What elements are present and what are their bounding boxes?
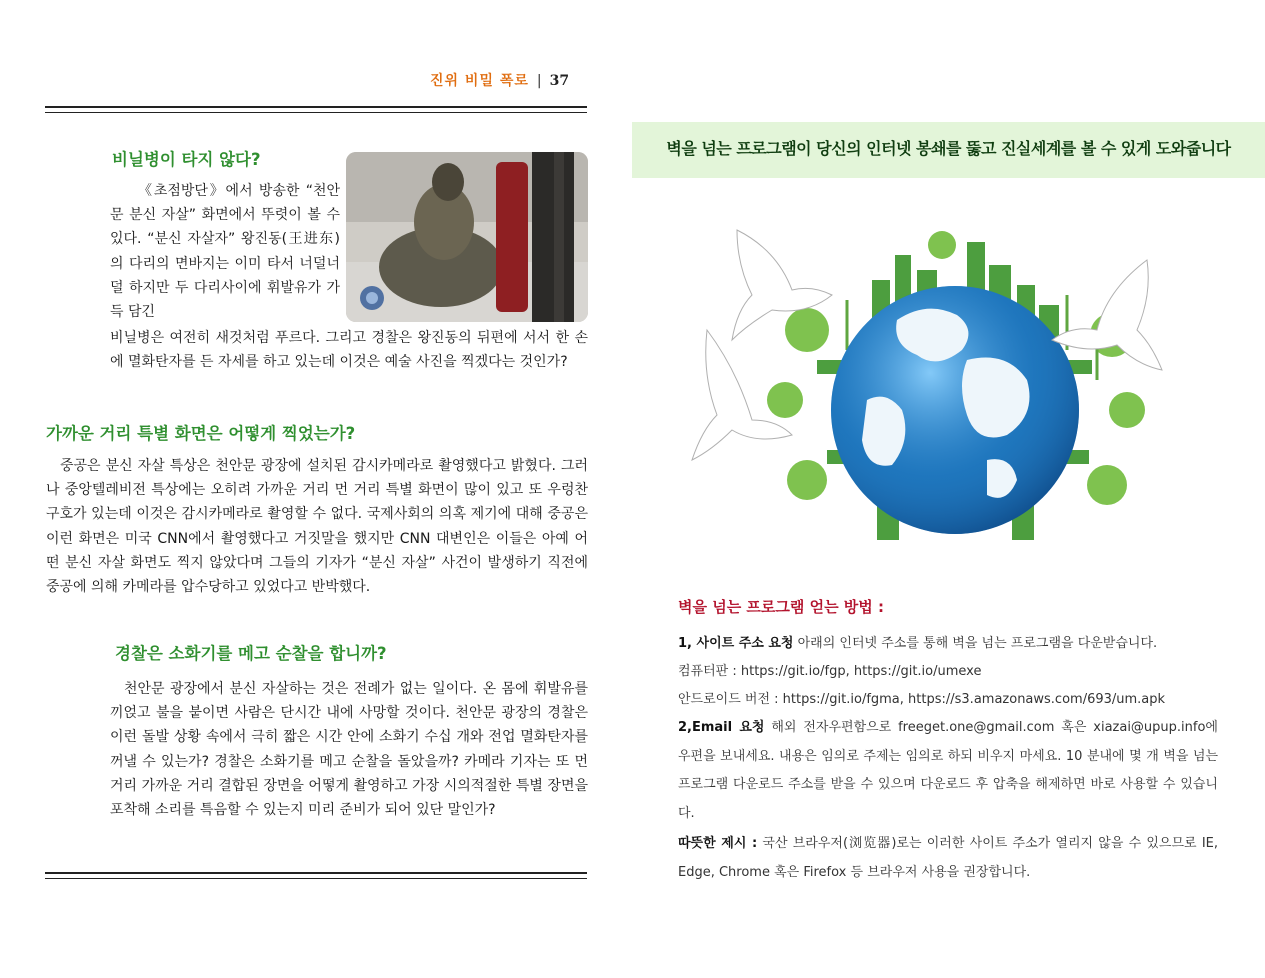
- banner-text: 벽을 넘는 프로그램이 당신의 인터넷 봉쇄를 뚫고 진실세계를 볼 수 있게 도와줍니다: [666, 139, 1231, 158]
- section1-heading: 비닐병이 타지 않다?: [112, 150, 261, 169]
- top-rule: [45, 106, 587, 113]
- step1-pc-links: 컴퓨터판 : https://git.io/fgp, https://git.io/umexe: [678, 664, 982, 679]
- step2-text: 해외 전자우편함으로 freeget.one@gmail.com 혹은 xiazai@upup.info에 우편을 보내세요. 내용은 임의로 주제는 임의로 하되 비우지 마세요. 10 분내에 몇 개 벽을 넘는 프로그램 다운로드 주소를 받을 수 있으며 다운로드 후 압축을 해제하면 바로 사용할 수 있습니다.: [678, 720, 1218, 821]
- tip-text: 국산 브라우저(浏览器)로는 이러한 사이트 주소가 열리지 않을 수 있으므로 IE, Edge, Chrome 혹은 Firefox 등 브라우저 사용을 권장합니다.: [678, 836, 1218, 880]
- running-head-title: 진위 비밀 폭로: [430, 73, 529, 89]
- method-title: 벽을 넘는 프로그램 얻는 방법 :: [678, 598, 884, 616]
- right-page: [632, 122, 1265, 934]
- step1-android-links: 안드로이드 버전 : https://git.io/fgma, https://s3.amazonaws.com/693/um.apk: [678, 692, 1166, 707]
- section2-heading: 가까운 거리 특별 화면은 어떻게 찍었는가?: [46, 424, 356, 443]
- section2-paragraph: 중공은 분신 자살 특상은 천안문 광장에 설치된 감시카메라로 촬영했다고 밝혔다. 그러나 중앙텔레비전 특상에는 오히려 가까운 거리 먼 거리 특별 화면이 많이 있고 또 우렁찬 구호가 있는데 이것은 감시카메라로 촬영할 수 없다. 국제사회의 의혹 제기에 대해 중공은 이런 화면은 미국 CNN에서 촬영했다고 거짓말을 했지만 CNN 대변인은 이들은 아예 어떤 분신 자살 화면도 찍지 않았다며 그들의 기자가 “분신 자살” 사건이 발생하기 직전에 중공에 의해 카메라를 압수당하고 있었다고 반박했다.: [46, 458, 588, 596]
- left-page: [0, 0, 625, 978]
- globe-illustration: [667, 210, 1242, 570]
- page-number: 37: [549, 73, 570, 89]
- section1-paragraph-bottom: 비닐병은 여전히 새것처럼 푸르다. 그리고 경찰은 왕진동의 뒤편에 서서 한 손에 멸화탄자를 든 자세를 하고 있는데 이것은 예술 사진을 찍겠다는 것인가?: [110, 330, 588, 371]
- tip-label: 따뜻한 제시 :: [678, 836, 758, 851]
- step1-text: 아래의 인터넷 주소를 통해 벽을 넘는 프로그램을 다운받습니다.: [793, 636, 1158, 651]
- step2-paragraph: [678, 714, 1218, 828]
- step2-label: 2,Email 요청: [678, 720, 765, 735]
- section1-paragraph-top: 《초점방단》에서 방송한 “천안문 분신 자살” 화면에서 뚜렷이 볼 수 있다. “분신 자살자” 왕진동(王进东)의 다리의 면바지는 이미 타서 너덜너덜 하지만 두 다리사이에 휘발유가 가득 담긴: [110, 183, 340, 321]
- news-photo: [346, 152, 588, 322]
- tip-paragraph: [678, 830, 1218, 887]
- section3-paragraph: 천안문 광장에서 분신 자살하는 것은 전례가 없는 일이다. 온 몸에 휘발유를 끼얹고 불을 붙이면 사람은 단시간 내에 사망할 것이다. 천안문 광장의 경찰은 이런 돌발 상황 속에서 극히 짧은 시간 안에 소화기 수십 개와 전업 멸화탄자를 꺼낼 수 있는가? 경찰은 소화기를 메고 순찰을 돌았을까? 카메라 기자는 또 먼거리 가까운 거리 결합된 장면을 어떻게 촬영하고 가장 시의적절한 특별 장면을 포착해 소리를 특음할 수 있는지 미리 준비가 되어 있단 말인가?: [110, 681, 588, 819]
- step1-label: 1, 사이트 주소 요청: [678, 636, 794, 651]
- section3-heading: 경찰은 소화기를 메고 순찰을 합니까?: [115, 644, 387, 663]
- running-head-separator: |: [536, 73, 542, 89]
- bottom-rule: [45, 872, 587, 879]
- running-head: [430, 70, 569, 90]
- step1-line: [678, 632, 1157, 651]
